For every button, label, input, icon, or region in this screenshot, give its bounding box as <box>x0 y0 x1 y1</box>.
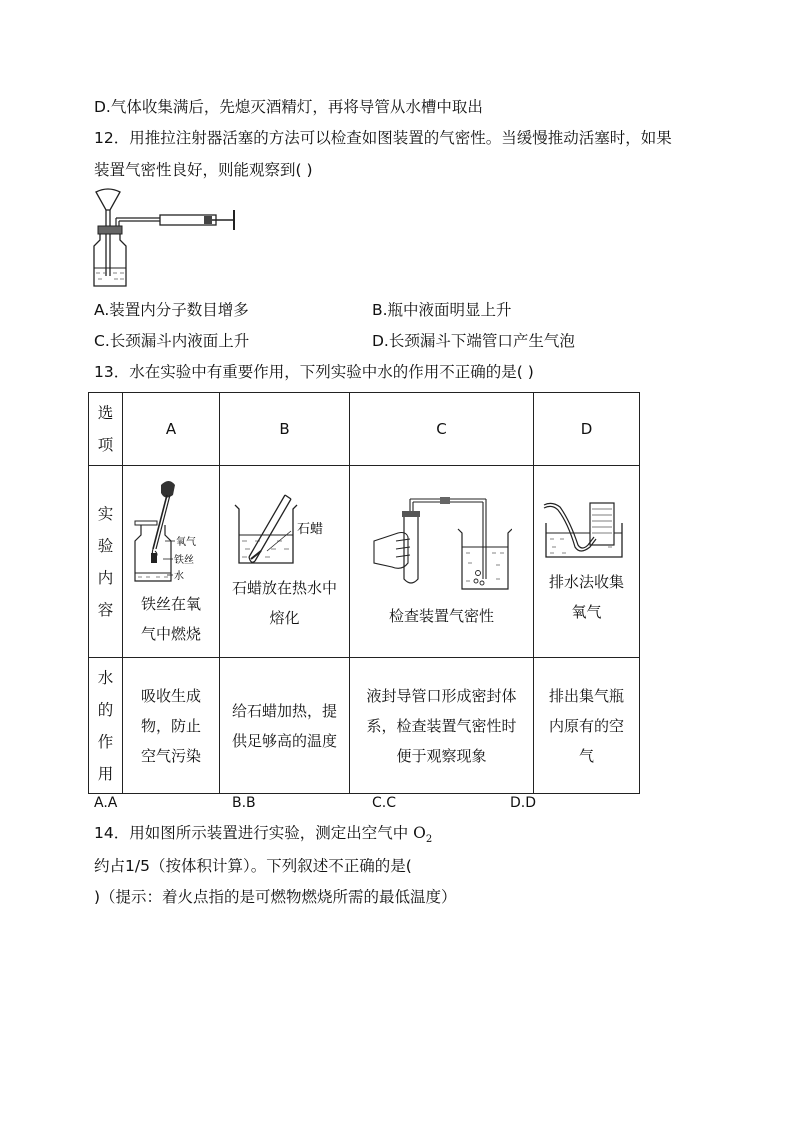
effect-label-char: 用 <box>97 764 114 783</box>
caption-b-line: 石蜡放在热水中 <box>231 578 337 597</box>
content-label-cell <box>89 466 123 658</box>
q12-stem-line2: 装置气密性良好，则能观察到( ) <box>94 161 313 179</box>
q13-option-a[interactable]: A.A <box>94 795 118 811</box>
header-label-cell <box>89 393 123 466</box>
content-label-char: 容 <box>97 600 114 619</box>
table-content-row <box>89 466 640 658</box>
q14-stem-line1 <box>94 823 432 850</box>
effect-c-line: 便于观察现象 <box>396 746 487 765</box>
effect-c-line: 液封导管口形成密封体 <box>366 686 517 705</box>
q12-option-c[interactable]: C.长颈漏斗内液面上升 <box>94 332 250 350</box>
col-b-header: B <box>220 393 350 466</box>
col-c-header: C <box>350 393 534 466</box>
q13-option-b[interactable]: B.B <box>232 795 256 811</box>
content-label-char: 验 <box>97 536 114 555</box>
effect-d-line: 排出集气瓶 <box>548 686 624 705</box>
effect-d-cell <box>534 658 640 794</box>
effect-d-line: 气 <box>578 746 594 765</box>
header-label-char: 选 <box>97 404 114 422</box>
table-effect-row <box>89 658 640 794</box>
q14-stem-line3: )（提示：着火点指的是可燃物燃烧所需的最低温度） <box>94 888 457 906</box>
table-header-row <box>89 393 640 466</box>
q14-stem-text: 14．用如图所示装置进行实验，测定出空气中 <box>94 824 409 842</box>
caption-b-line: 熔化 <box>269 608 300 627</box>
effect-a-line: 空气污染 <box>140 746 201 765</box>
col-a-header: A <box>123 393 220 466</box>
col-d-header: D <box>534 393 640 466</box>
effect-label-char: 的 <box>97 700 114 719</box>
effect-label-cell <box>89 658 123 794</box>
content-b-cell <box>220 466 350 658</box>
effect-a-line: 吸收生成 <box>140 686 201 705</box>
caption-c: 检查装置气密性 <box>388 606 494 625</box>
effect-c-cell <box>350 658 534 794</box>
q13-stem: 13．水在实验中有重要作用，下列实验中水的作用不正确的是( ) <box>94 363 534 381</box>
effect-a-line: 物，防止 <box>140 716 201 735</box>
paraffin-beaker-figure <box>227 491 343 569</box>
q12-option-b[interactable]: B.瓶中液面明显上升 <box>372 301 512 319</box>
o2-element: O <box>413 824 426 842</box>
label-iron-wire: 铁丝 <box>174 554 194 566</box>
label-water: 水 <box>174 570 184 582</box>
content-label-char: 实 <box>97 504 114 523</box>
q13-option-c[interactable]: C.C <box>372 795 397 811</box>
caption-d-line: 排水法收集 <box>548 572 624 591</box>
content-a-cell <box>123 466 220 658</box>
label-oxygen: 氧气 <box>176 536 196 548</box>
effect-d-line: 内原有的空 <box>548 716 624 735</box>
caption-a-line: 气中燃烧 <box>140 624 201 643</box>
o2-formula <box>413 824 433 846</box>
effect-b-line: 给石蜡加热，提 <box>231 701 337 720</box>
caption-d-line: 氧气 <box>571 602 602 621</box>
effect-label-char: 作 <box>97 732 114 751</box>
q13-experiment-table <box>88 392 640 794</box>
q12-option-a[interactable]: A.装置内分子数目增多 <box>94 301 249 319</box>
effect-label-char: 水 <box>97 668 114 687</box>
q12-option-d[interactable]: D.长颈漏斗下端管口产生气泡 <box>372 332 575 350</box>
caption-a-line: 铁丝在氧 <box>140 594 201 613</box>
content-c-cell <box>350 466 534 658</box>
content-d-cell <box>534 466 640 658</box>
q13-option-d[interactable]: D.D <box>510 795 537 811</box>
label-paraffin: 石蜡 <box>296 521 323 537</box>
header-label-char: 项 <box>97 436 114 454</box>
effect-c-line: 系，检查装置气密性时 <box>366 716 517 735</box>
airtightness-figure <box>372 493 512 593</box>
iron-wire-figure <box>131 475 211 585</box>
content-label-char: 内 <box>97 568 114 587</box>
q14-stem-line2: 约占1/5（按体积计算）。下列叙述不正确的是( <box>94 857 412 875</box>
water-displacement-figure <box>542 497 632 563</box>
effect-a-cell <box>123 658 220 794</box>
q12-stem-line1: 12．用推拉注射器活塞的方法可以检查如图装置的气密性。当缓慢推动活塞时，如果 <box>94 129 672 147</box>
q11-option-d: D.气体收集满后，先熄灭酒精灯，再将导管从水槽中取出 <box>94 98 483 116</box>
effect-b-line: 供足够高的温度 <box>231 731 337 750</box>
q12-apparatus-figure <box>86 188 246 290</box>
o2-subscript: 2 <box>425 834 433 846</box>
effect-b-cell <box>220 658 350 794</box>
